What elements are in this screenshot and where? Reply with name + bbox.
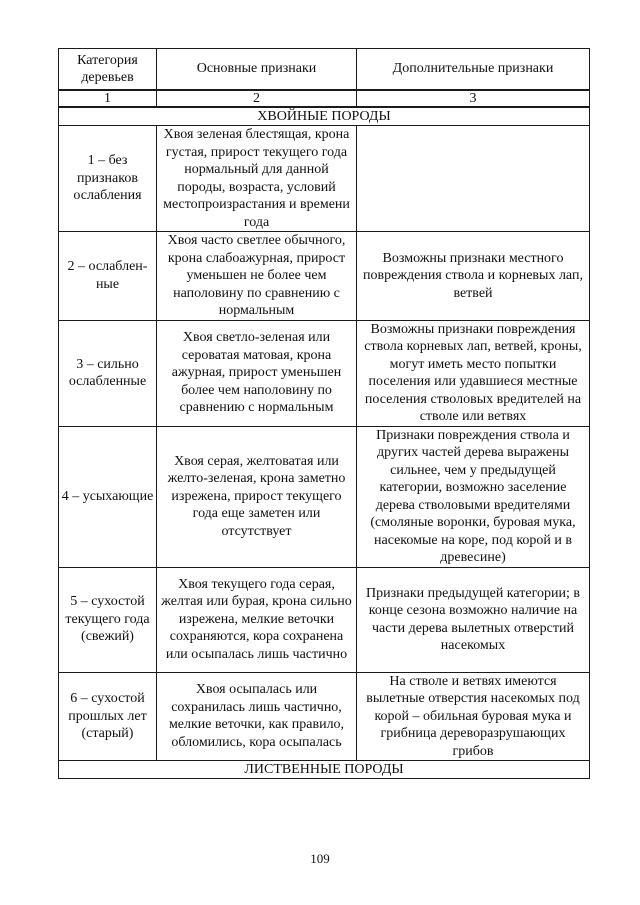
header-main-signs: Основные признаки bbox=[157, 49, 357, 91]
additional-signs-cell bbox=[357, 126, 590, 232]
column-number: 1 bbox=[59, 90, 157, 107]
page-number: 109 bbox=[310, 851, 330, 866]
table-row bbox=[59, 320, 590, 426]
table-row bbox=[59, 232, 590, 321]
section-row-conifers bbox=[59, 107, 590, 126]
header-category: Категория деревьев bbox=[59, 49, 157, 91]
main-signs-cell: Хвоя серая, желтоватая или желто-зеленая, крона заметно изрежена, прирост текущего года еще заметен или отсутствует bbox=[157, 426, 357, 567]
column-number: 2 bbox=[157, 90, 357, 107]
section-row-deciduous bbox=[59, 761, 590, 779]
category-cell: 4 – усыхающие bbox=[59, 426, 157, 567]
category-cell: 6 – сухостой прошлых лет (старый) bbox=[59, 672, 157, 761]
additional-signs-cell: Признаки предыдущей категории; в конце сезона возможно наличие на части дерева вылетных отверстий насекомых bbox=[357, 567, 590, 672]
section-title-conifers: ХВОЙНЫЕ ПОРОДЫ bbox=[59, 107, 590, 126]
header-additional-signs: Дополнительные признаки bbox=[357, 49, 590, 91]
column-number-row bbox=[59, 90, 590, 107]
main-signs-cell: Хвоя текущего года серая, желтая или бурая, крона сильно изрежена, мелкие веточки сохраняются, кора сохранена или осыпалась лишь частично bbox=[157, 567, 357, 672]
tree-condition-table bbox=[58, 48, 590, 779]
column-number: 3 bbox=[357, 90, 590, 107]
additional-signs-cell: Возможны признаки повреждения ствола корневых лап, ветвей, кроны, могут иметь место попытки поселения или удавшиеся местные поселения стволовых вредителей на стволе или ветвях bbox=[357, 320, 590, 426]
table-row bbox=[59, 126, 590, 232]
additional-signs-cell: На стволе и ветвях имеются вылетные отверстия насекомых под корой – обильная буровая мука и грибница дереворазрушающих грибов bbox=[357, 672, 590, 761]
category-cell: 3 – сильно ослабленные bbox=[59, 320, 157, 426]
main-signs-cell: Хвоя осыпалась или сохранилась лишь частично, мелкие веточки, как правило, обломились, кора осыпалась bbox=[157, 672, 357, 761]
table-row bbox=[59, 672, 590, 761]
additional-signs-cell: Возможны признаки местного повреждения ствола и корневых лап, ветвей bbox=[357, 232, 590, 321]
category-cell: 1 – без признаков ослабления bbox=[59, 126, 157, 232]
category-cell: 5 – сухостой текущего года (свежий) bbox=[59, 567, 157, 672]
section-title-deciduous: ЛИСТВЕННЫЕ ПОРОДЫ bbox=[59, 761, 590, 779]
table-row bbox=[59, 426, 590, 567]
category-cell: 2 – ослабленные bbox=[59, 232, 157, 321]
main-signs-cell: Хвоя зеленая блестящая, крона густая, прирост текущего года нормальный для данной породы, возраста, условий местопроизрастания и времени года bbox=[157, 126, 357, 232]
table-row bbox=[59, 567, 590, 672]
main-signs-cell: Хвоя часто светлее обычного, крона слабоажурная, прирост уменьшен не более чем наполовину по сравнению с нормальным bbox=[157, 232, 357, 321]
table-header-row bbox=[59, 49, 590, 91]
main-signs-cell: Хвоя светло-зеленая или сероватая матовая, крона ажурная, прирост уменьшен более чем наполовину по сравнению с нормальным bbox=[157, 320, 357, 426]
additional-signs-cell: Признаки повреждения ствола и других частей дерева выражены сильнее, чем у предыдущей категории, возможно заселение дерева стволовыми вредителями (смоляные воронки, буровая мука, насекомые на коре, под корой и в древесине) bbox=[357, 426, 590, 567]
